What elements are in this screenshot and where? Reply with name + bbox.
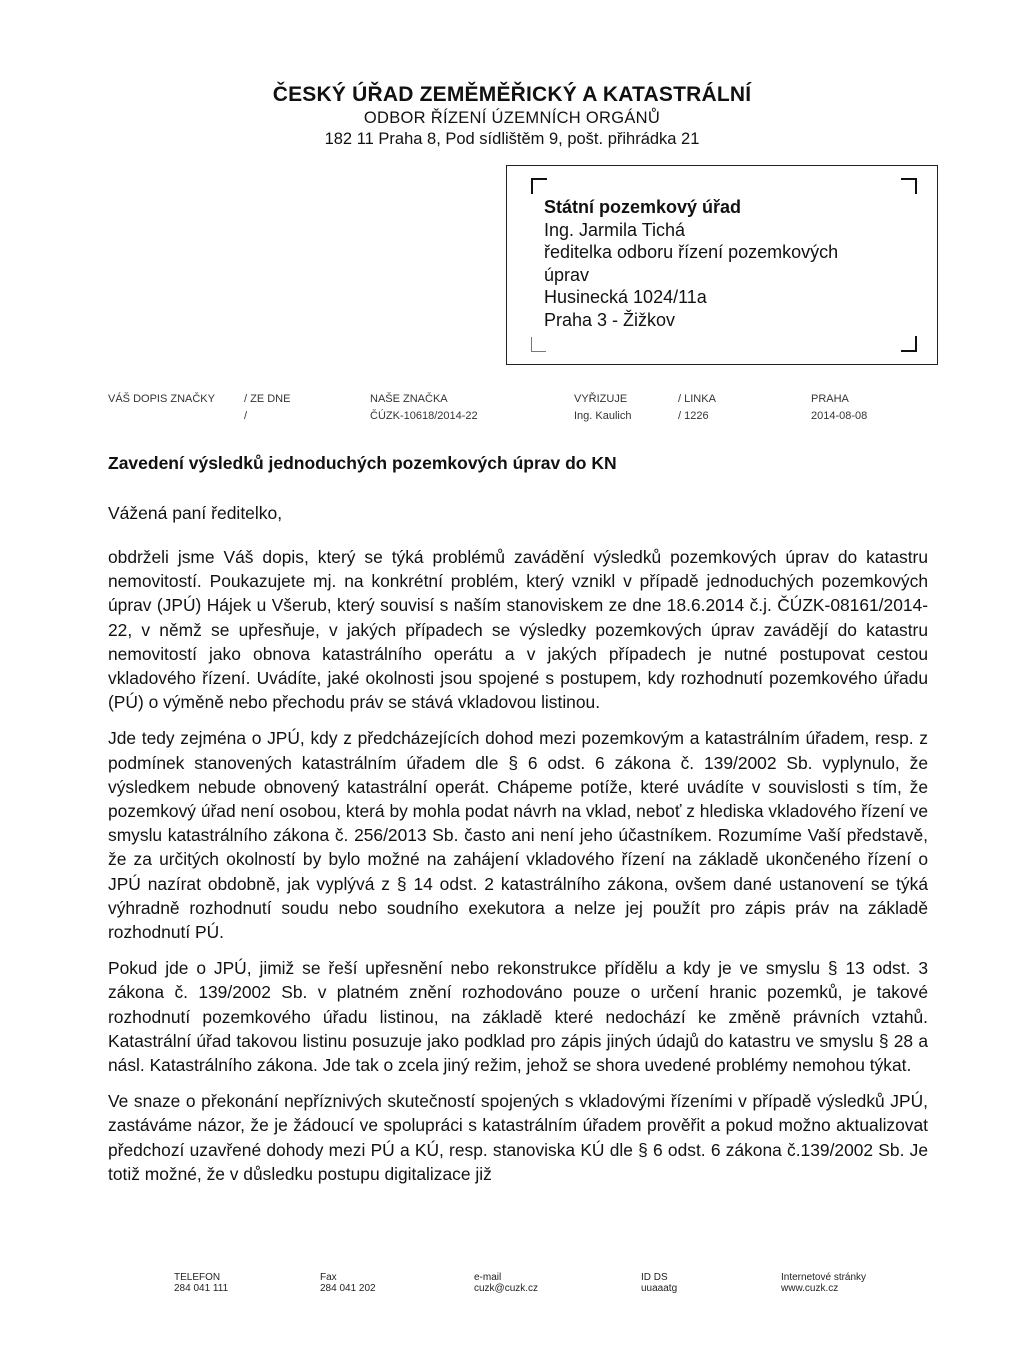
letter-body — [108, 545, 928, 1198]
phone-label: TELEFON — [174, 1272, 221, 1283]
recipient-role: ředitelka odboru řízení pozemkových — [544, 242, 839, 262]
footer-phone — [174, 1272, 228, 1294]
our-ref-label: NAŠE ZNAČKA — [370, 393, 448, 405]
recipient-role-cont: úprav — [544, 264, 590, 285]
footer-fax — [320, 1272, 376, 1294]
recipient-street: Husinecká 1024/11a — [544, 287, 707, 307]
recipient-address-box — [506, 165, 938, 365]
date-ref — [244, 391, 290, 425]
ds-value: uuaaatg — [641, 1283, 678, 1294]
body-paragraph: Pokud jde o JPÚ, jimiž se řeší upřesnění nebo rekonstrukce přídělu a kdy je ve smyslu § 13 odst. 3 zákona č. 139/2002 Sb. v platném znění rozhodováno pouze o určení hranic pozemků, je takové rozhodnutí pozemkového úřadu listinou, na základě které nedochází ke změně právních vztahů. Katastrální úřad takovou listinu posuzuje jako podklad pro zápis jiných údajů do katastru ve smyslu § 28 a násl. Katastrálního zákona. Jde tak o zcela jiný režim, jehož se shora uvedené problémy nemohou týkat. — [108, 958, 928, 1076]
letter-salutation: Vážená paní ředitelko, — [108, 503, 283, 523]
corner-mark — [901, 336, 917, 352]
organization-address: 182 11 Praha 8, Pod sídlištěm 9, pošt. přihrádka 21 — [324, 130, 700, 148]
corner-mark — [901, 178, 917, 194]
our-ref — [370, 391, 478, 425]
letterhead — [0, 82, 1024, 150]
fax-value: 284 041 202 — [320, 1283, 376, 1294]
letter-subject: Zavedení výsledků jednoduchých pozemkových úprav do KN — [108, 453, 617, 473]
body-paragraph: Ve snaze o překonání nepříznivých skutečností spojených s vkladovými řízeními v případě výsledků JPÚ, zastáváme názor, že je žádoucí ve spolupráci s katastrálním úřadem prověřit a pokud možno aktualizovat předchozí uzavřené dohody mezi PÚ a KÚ, resp. stanoviska KÚ dle § 6 odst. 6 zákona č.139/2002 Sb. Je totiž možné, že v důsledku postupu digitalizace již — [108, 1091, 928, 1184]
date-label: / ZE DNE — [244, 393, 291, 405]
our-ref-value: ČÚZK-10618/2014-22 — [370, 410, 478, 422]
email-value: cuzk@cuzk.cz — [474, 1283, 539, 1294]
corner-mark — [531, 178, 547, 194]
recipient-city: Praha 3 - Žižkov — [544, 309, 676, 330]
handled-by — [574, 391, 631, 425]
handled-by-value: Ing. Kaulich — [574, 410, 632, 422]
extension-label: / LINKA — [678, 393, 716, 405]
your-letter-ref — [108, 391, 215, 408]
extension — [678, 391, 716, 425]
ds-label: ID DS — [641, 1272, 668, 1283]
handled-by-label: VYŘIZUJE — [574, 393, 628, 405]
department-name: ODBOR ŘÍZENÍ ÚZEMNÍCH ORGÁNŮ — [363, 109, 661, 127]
footer-website — [781, 1272, 866, 1294]
place-date — [811, 391, 867, 425]
recipient-person: Ing. Jarmila Tichá — [544, 219, 686, 240]
body-paragraph: obdrželi jsme Váš dopis, který se týká problémů zavádění výsledků pozemkových úprav do katastru nemovitostí. Poukazujete mj. na konkrétní problém, který vznikl v případě jednoduchých pozemkových úprav (JPÚ) Hájek u Všerub, který souvisí s naším stanoviskem ze dne 18.6.2014 č.j. ČÚZK-08161/2014-22, v němž se upřesňuje, v jakých případech se výsledky pozemkových úprav zavádějí do katastru nemovitostí jako obnova katastrálního operátu a v jakých případech je nutné postupovat cestou vkladového řízení. Uvádíte, jaké okolnosti jsou spojené s postupem, kdy rozhodnutí pozemkového úřadu (PÚ) o výměně nebo přechodu práv se stává vkladovou listinou. — [108, 547, 928, 713]
web-value: www.cuzk.cz — [781, 1283, 839, 1294]
footer-email — [474, 1272, 538, 1294]
organization-name: ČESKÝ ÚŘAD ZEMĚMĚŘICKÝ A KATASTRÁLNÍ — [272, 83, 752, 106]
place-label: PRAHA — [811, 393, 849, 405]
extension-value: / 1226 — [678, 410, 709, 422]
phone-value: 284 041 111 — [174, 1283, 229, 1294]
your-letter-label: VÁŠ DOPIS ZNAČKY — [108, 393, 215, 405]
date-value: / — [244, 410, 248, 422]
recipient-block — [544, 196, 838, 331]
footer-data-box — [641, 1272, 677, 1294]
body-paragraph: Jde tedy zejména o JPÚ, kdy z předcházejících dohod mezi pozemkovým a katastrálním úřadem, resp. z podmínek stanovených katastrálním úřadem dle § 6 odst. 6 zákona č. 139/2002 Sb. vyplynulo, že výsledkem nebude obnovený katastrální operát. Chápeme potíže, které uvádíte v souvislosti s tím, že pozemkový úřad není osobou, která by mohla podat návrh na vklad, neboť z hlediska vkladového řízení ve smyslu katastrálního zákona č. 256/2013 Sb. často ani není jeho účastníkem. Rozumíme Vaší představě, že za určitých okolností by bylo možné na zahájení vkladového řízení na základě ukončeného řízení o JPÚ nazírat obdobně, jak vyplývá z § 14 odst. 2 katastrálního zákona, ovšem dané ustanovení se týká výhradně rozhodnutí soudu nebo soudního exekutora a nelze jej použít pro zápis práv na základě rozhodnutí PÚ. — [108, 728, 928, 943]
corner-mark — [531, 337, 546, 352]
fax-label: Fax — [320, 1272, 337, 1283]
recipient-name: Státní pozemkový úřad — [544, 197, 742, 217]
web-label: Internetové stránky — [781, 1272, 867, 1283]
place-date-value: 2014-08-08 — [811, 410, 868, 422]
email-label: e-mail — [474, 1272, 502, 1283]
